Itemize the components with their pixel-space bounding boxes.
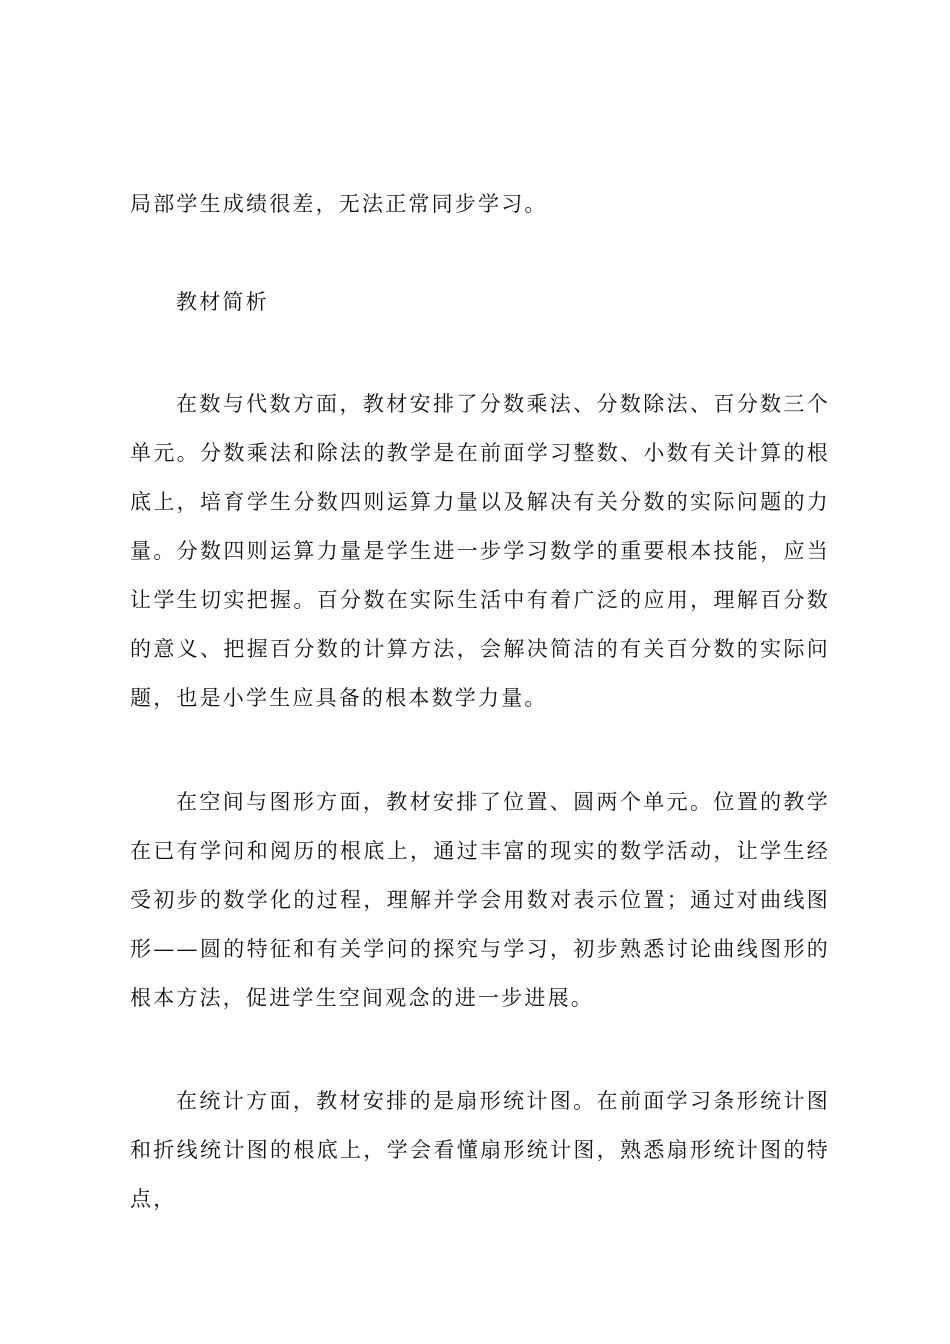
paragraph-space-geometry: 在空间与图形方面，教材安排了位置、圆两个单元。位置的教学在已有学问和阅历的根底上，通过丰富的现实的数学活动，让学生经受初步的数学化的过程，理解并学会用数对表示位置；通过对曲线图形——圆的特征和有关学问的探究与学习，初步熟悉讨论曲线图形的根本方法，促进学生空间观念的进一步进展。 (130, 790, 830, 1010)
paragraph-continuation: 局部学生成绩很差，无法正常同步学习。 (130, 192, 548, 216)
paragraph-number-algebra: 在数与代数方面，教材安排了分数乘法、分数除法、百分数三个单元。分数乘法和除法的教学是在前面学习整数、小数有关计算的根底上，培育学生分数四则运算力量以及解决有关分数的实际问题的力量。分数四则运算力量是学生进一步学习数学的重要根本技能，应当让学生切实把握。百分数在实际生活中有着广泛的应用，理解百分数的意义、把握百分数的计算方法，会解决简洁的有关百分数的实际问题，也是小学生应具备的根本数学力量。 (130, 392, 830, 710)
paragraph-statistics: 在统计方面，教材安排的是扇形统计图。在前面学习条形统计图和折线统计图的根底上，学会看懂扇形统计图，熟悉扇形统计图的特点， (130, 1089, 830, 1211)
section-heading: 教材简析 (176, 290, 269, 314)
